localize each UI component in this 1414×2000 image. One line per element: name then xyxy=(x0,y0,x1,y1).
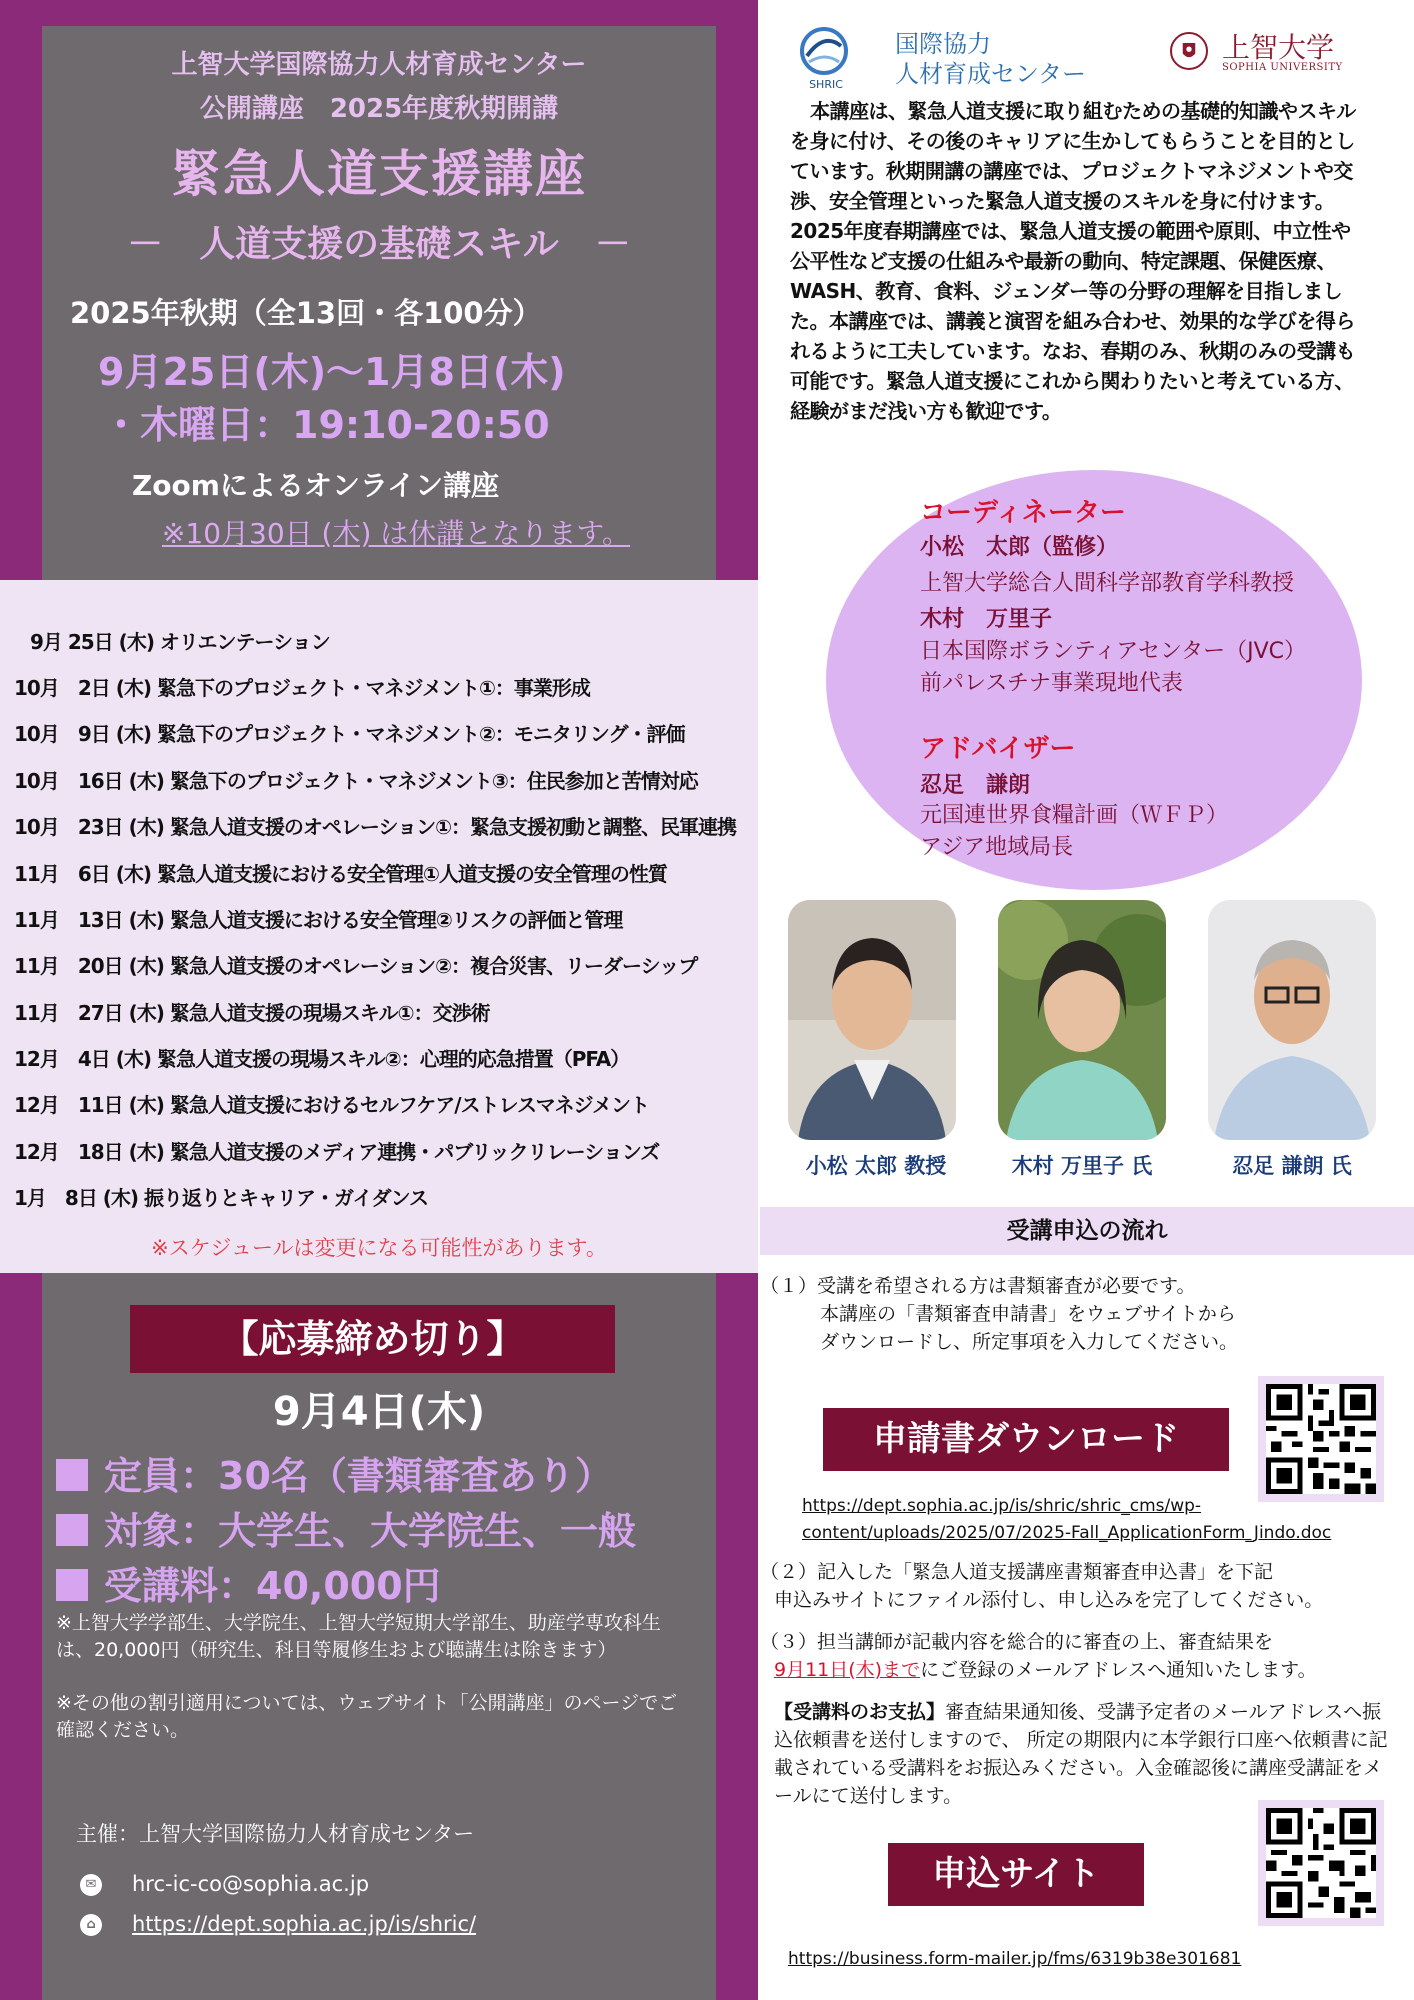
sophia-crest-logo xyxy=(1170,32,1208,70)
email-row xyxy=(80,1872,369,1896)
schedule-item: 10月 23日 (木) 緊急人道支援のオペレーション①：緊急支援初動と調整、民軍連携 xyxy=(14,815,737,839)
portrait-caption: 忍足 謙朗 氏 xyxy=(1232,1154,1352,1178)
coordinator-heading: コーディネーター xyxy=(920,498,1126,528)
fee-row xyxy=(56,1555,441,1610)
download-url[interactable]: https://dept.sophia.ac.jp/is/shric/shric_cms/wp- xyxy=(802,1496,1202,1516)
series-title: 公開講座 2025年度秋期開講 xyxy=(199,94,559,124)
schedule-item: 11月 27日 (木) 緊急人道支援の現場スキル①：交渉術 xyxy=(14,1001,490,1025)
deadline-date: 9月4日(木) xyxy=(272,1389,486,1435)
schedule-item: 11月 13日 (木) 緊急人道支援における安全管理②リスクの評価と管理 xyxy=(14,908,623,932)
sophia-name-en: SOPHIA UNIVERSITY xyxy=(1222,62,1343,73)
fee-note-other: ※その他の割引適用については、ウェブサイト「公開講座」のページでご確認ください。 xyxy=(56,1692,678,1741)
flow-step1-line3: ダウンロードし、所定事項を入力してください。 xyxy=(820,1331,1239,1353)
apply-site-button[interactable]: 申込サイト xyxy=(888,1843,1144,1906)
capacity-text: 定員：30名（書類審査あり） xyxy=(104,1454,613,1498)
portrait-caption: 小松 太郎 教授 xyxy=(805,1154,947,1178)
coordinator-2-name: 木村 万里子 xyxy=(920,607,1053,632)
center-name-line2: 人材育成センター xyxy=(895,60,1087,88)
payment-text: 審査結果通知後、受講予定者のメールアドレスへ振込依頼書を送付しますので、 所定の期限内に本学銀行口座へ依頼書に記載されている受講料をお振込みください。入金確認後に講座受講証をメールにて送付します。 xyxy=(774,1701,1388,1807)
flow-heading: 受講申込の流れ xyxy=(760,1207,1414,1255)
flow-step2: （２）記入した「緊急人道支援講座書類審査申込書」を下記 xyxy=(760,1561,1274,1583)
download-form-button[interactable]: 申請書ダウンロード xyxy=(823,1408,1229,1471)
flow-step2-line2: 申込みサイトにファイル添付し、申し込みを完了してください。 xyxy=(774,1589,1324,1611)
schedule-item: 10月 9日 (木) 緊急下のプロジェクト・マネジメント②：モニタリング・評価 xyxy=(14,722,685,746)
organizer: 主催：上智大学国際協力人材育成センター xyxy=(76,1822,475,1846)
coordinator-1-role: 上智大学総合人間科学部教育学科教授 xyxy=(920,571,1295,596)
main-title: 緊急人道支援講座 xyxy=(171,145,587,203)
schedule-item: 11月 6日 (木) 緊急人道支援における安全管理①人道支援の安全管理の性質 xyxy=(14,862,667,886)
email-address[interactable]: hrc-ic-co@sophia.ac.jp xyxy=(132,1872,370,1896)
website-row xyxy=(80,1912,476,1936)
square-bullet-icon xyxy=(56,1569,88,1601)
flow-step1: （１）受講を希望される方は書類審査が必要です。 xyxy=(760,1275,1196,1297)
flow-step3: （３）担当講師が記載内容を総合的に審査の上、審査結果を xyxy=(760,1631,1274,1653)
flow-step3-tail: にご登録のメールアドレスへ通知いたします。 xyxy=(920,1659,1317,1681)
portrait-oshidari xyxy=(1208,900,1376,1140)
schedule-item: 10月 16日 (木) 緊急下のプロジェクト・マネジメント③：住民参加と苦情対応 xyxy=(14,769,698,793)
flow-step3-line2 xyxy=(760,1656,1414,1684)
course-dates: 9月25日(木)～1月8日(木) xyxy=(98,350,566,394)
fee-note-discount: ※上智大学学部生、大学院生、上智大学短期大学部生、助産学専攻科生は、20,000円（研究生、科目等履修生および聴講生は除きます） xyxy=(56,1612,661,1661)
course-time: ・木曜日：19:10-20:50 xyxy=(102,403,550,447)
apply-qr-code[interactable] xyxy=(1258,1800,1384,1926)
holiday-note: ※10月30日 (木) は休講となります。 xyxy=(161,517,631,550)
coordinator-1-name: 小松 太郎（監修） xyxy=(920,535,1119,560)
schedule-item: 11月 20日 (木) 緊急人道支援のオペレーション②：複合災害、リーダーシップ xyxy=(14,954,698,978)
schedule-list xyxy=(0,580,758,1273)
shric-label: SHRIC xyxy=(809,78,843,91)
shric-logo xyxy=(795,22,853,80)
schedule-item: 12月 4日 (木) 緊急人道支援の現場スキル②：心理的応急措置（PFA） xyxy=(14,1047,630,1071)
square-bullet-icon xyxy=(56,1514,88,1546)
schedule-item: 10月 2日 (木) 緊急下のプロジェクト・マネジメント①：事業形成 xyxy=(14,676,590,700)
sub-title: － 人道支援の基礎スキル － xyxy=(127,224,631,265)
portrait-caption: 木村 万里子 氏 xyxy=(1011,1154,1153,1178)
advisor-role: 元国連世界食糧計画（ＷＦＰ） xyxy=(920,803,1229,828)
payment-label: 【受講料のお支払】 xyxy=(774,1701,946,1723)
course-format: Zoomによるオンライン講座 xyxy=(132,469,500,502)
coordinator-2-role-2: 前パレスチナ事業現地代表 xyxy=(920,671,1183,696)
schedule-item: 12月 18日 (木) 緊急人道支援のメディア連携・パブリックリレーションズ xyxy=(14,1140,660,1164)
flow-step1-line2: 本講座の「書類審査申請書」をウェブサイトから xyxy=(820,1303,1236,1325)
download-qr-code[interactable] xyxy=(1258,1376,1384,1502)
center-name-line1: 国際協力 xyxy=(895,30,991,58)
deadline-label: 【応募締め切り】 xyxy=(130,1305,615,1373)
term-info: 2025年秋期（全13回・各100分） xyxy=(70,296,542,330)
intro-text: 本講座は、緊急人道支援に取り組むための基礎的知識やスキルを身に付け、その後のキャリアに生かしてもらうことを目的としています。秋期開講の講座では、プロジェクトマネジメントや交渉、安全管理といった緊急人道支援のスキルを身に付けます。2025年度春期講座では、緊急人道支援の範囲や原則、中立性や公平性など支援の仕組みや最新の動向、特定課題、保健医療、WASH、教育、食料、ジェンダー等の分野の理解を目指しました。本講座では、講義と演習を組み合わせ、効果的な学びを得られるように工夫しています。なお、春期のみ、秋期のみの受講も可能です。緊急人道支援にこれから関わりたいと考えている方、経験がまだ浅い方も歓迎です。 xyxy=(790,99,1356,423)
schedule-item: 1月 8日 (木) 振り返りとキャリア・ガイダンス xyxy=(14,1186,429,1210)
apply-url[interactable]: https://business.form-mailer.jp/fms/6319b38e301681 xyxy=(788,1949,1242,1969)
advisor-name: 忍足 謙朗 xyxy=(920,773,1031,798)
website-link[interactable]: https://dept.sophia.ac.jp/is/shric/ xyxy=(132,1912,477,1936)
sophia-name-jp: 上智大学 xyxy=(1222,31,1335,64)
mail-icon: ✉ xyxy=(80,1874,102,1896)
capacity-row xyxy=(56,1445,613,1500)
fee-text: 受講料：40,000円 xyxy=(104,1564,441,1608)
schedule-item: 9月 25日 (木) オリエンテーション xyxy=(30,630,330,654)
square-bullet-icon xyxy=(56,1459,88,1491)
download-url-2[interactable]: content/uploads/2025/07/2025-Fall_ApplicationForm_Jindo.doc xyxy=(802,1523,1332,1543)
target-row xyxy=(56,1500,636,1555)
org-title: 上智大学国際協力人材育成センター xyxy=(171,50,587,80)
advisor-heading: アドバイザー xyxy=(920,734,1076,764)
result-date: 9月11日(木)まで xyxy=(774,1659,921,1681)
portrait-kimura xyxy=(998,900,1166,1140)
coordinator-2-role: 日本国際ボランティアセンター（JVC） xyxy=(920,639,1307,664)
header-panel xyxy=(42,26,716,580)
schedule-item: 12月 11日 (木) 緊急人道支援におけるセルフケア/ストレスマネジメント xyxy=(14,1093,649,1117)
schedule-note: ※スケジュールは変更になる可能性があります。 xyxy=(151,1236,607,1260)
target-text: 対象：大学生、大学院生、一般 xyxy=(104,1509,637,1553)
payment-info xyxy=(760,1698,1414,1810)
portrait-komatsu xyxy=(788,900,956,1140)
home-icon: ⌂ xyxy=(80,1914,102,1936)
advisor-role-2: アジア地域局長 xyxy=(920,835,1074,860)
